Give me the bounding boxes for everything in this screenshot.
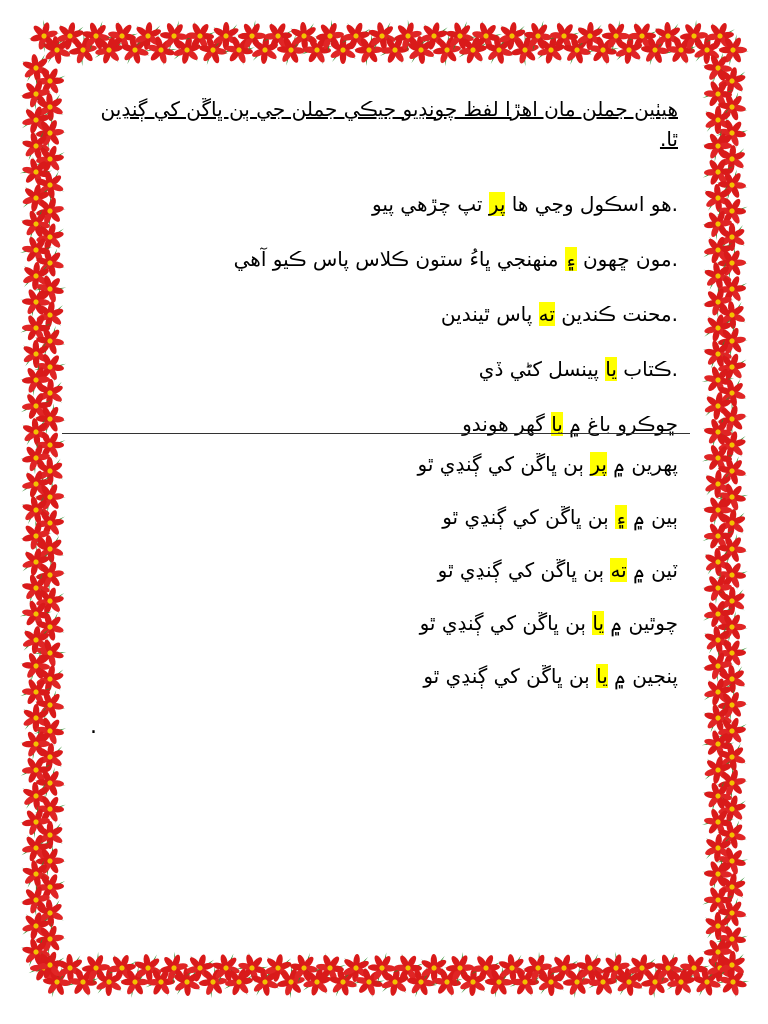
sentence-text-after: پاس ٿيندين	[440, 302, 539, 326]
trailing-mark: .	[90, 714, 97, 739]
sentence-text-before: .ڪتاب	[616, 357, 678, 381]
answer-text-before: چوٿين ۾	[604, 611, 678, 635]
conjunction-highlight: ته	[610, 558, 627, 582]
answer-3	[438, 556, 678, 584]
answer-text-before: ٽين ۾	[626, 558, 678, 582]
sentence-text-after: منهنجي ڀاءُ ستون ڪلاس پاس ڪيو آهي	[233, 247, 565, 271]
answer-2	[442, 503, 678, 531]
answer-4	[420, 609, 678, 637]
conjunction-highlight: ته	[538, 302, 555, 326]
answer-text-after: ٻن ڀاڱن کي ڳنڍي ٿو	[437, 558, 611, 582]
sentence-text-before: .محنت ڪندين	[554, 302, 678, 326]
section-divider	[62, 433, 690, 434]
instruction-heading: هيٺين جملن مان اهڙا لفظ چونڊيو جيڪي جملن جي ٻن ڀاڱن کي ڳنڍين ٿا.	[100, 97, 678, 151]
conjunction-highlight: ۽	[615, 505, 627, 529]
answer-text-after: ٻن ڀاڱن کي ڳنڍي ٿو	[442, 505, 616, 529]
answer-5	[423, 662, 678, 690]
answer-text-before: پهرين ۾	[606, 452, 678, 476]
conjunction-highlight: يا	[551, 412, 563, 436]
answer-text-after: ٻن ڀاڱن کي ڳنڍي ٿو	[423, 664, 597, 688]
conjunction-highlight: پر	[590, 452, 607, 476]
sentence-1	[372, 190, 678, 218]
answer-text-before: پنجين ۾	[607, 664, 678, 688]
sentence-text-after: گهر هوندو	[462, 412, 552, 436]
sentence-text-before: .هو اسڪول وڃي ها	[505, 192, 678, 216]
conjunction-highlight: پر	[488, 192, 506, 216]
answer-text-before: ٻين ۾	[626, 505, 678, 529]
conjunction-highlight: يا	[605, 357, 617, 381]
sentence-text-before: .مون ڇهون	[576, 247, 678, 271]
answer-1	[418, 450, 678, 478]
sentence-2	[234, 245, 678, 273]
sentence-text-before: ڇوڪرو باغ ۾	[562, 412, 678, 436]
answer-text-after: ٻن ڀاڱن کي ڳنڍي ٿو	[419, 611, 593, 635]
sentence-3	[441, 300, 678, 328]
conjunction-highlight: يا	[596, 664, 608, 688]
conjunction-highlight: ۽	[564, 247, 577, 271]
sentence-text-after: تپ چڙهي پيو	[372, 192, 489, 216]
sentence-text-after: پينسل کڻي ڏي	[478, 357, 606, 381]
sentence-4	[479, 355, 678, 383]
conjunction-highlight: يا	[592, 611, 605, 635]
answer-text-after: ٻن ڀاڱن کي ڳنڍي ٿو	[417, 452, 591, 476]
